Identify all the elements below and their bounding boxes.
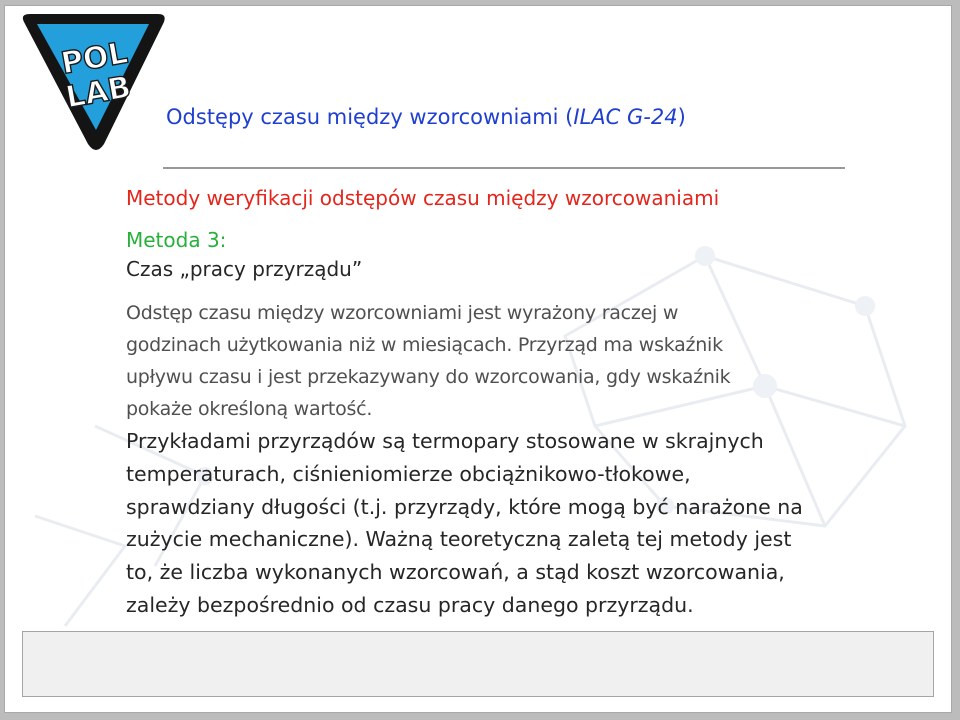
paragraph-line: godzinach użytkowania niż w miesiącach. Przyrząd ma wskaźnik	[126, 334, 723, 356]
method-label: Metoda 3:	[126, 228, 227, 252]
paragraph-line: sprawdziany długości (t.j. przyrządy, które mogą być narażone na	[126, 494, 803, 519]
paragraph-examples	[126, 425, 926, 622]
paragraph-interval-definition	[126, 297, 926, 425]
paragraph-line: upływu czasu i jest przekazywany do wzorcowania, gdy wskaźnik	[126, 366, 731, 388]
slide-title-reference: ILAC G-24	[573, 105, 678, 129]
paragraph-line: Odstęp czasu między wzorcowniami jest wyrażony raczej w	[126, 302, 679, 324]
footer-bar	[22, 631, 934, 697]
logo-text-lab: LAB	[63, 69, 134, 116]
slide-title-close: )	[677, 105, 686, 129]
logo-text-pol: POL	[58, 35, 131, 82]
paragraph-line: temperaturach, ciśnieniomierze obciążnikowo-tłokowe,	[126, 461, 691, 486]
slide-title-main: Odstępy czasu między wzorcowniami (	[166, 105, 574, 129]
paragraph-line: to, że liczba wykonanych wzorcowań, a stąd koszt wzorcowania,	[126, 560, 785, 585]
section-heading: Metody weryfikacji odstępów czasu między wzorcowaniami	[126, 186, 720, 210]
paragraph-line: zależy bezpośrednio od czasu pracy danego przyrządu.	[126, 592, 694, 617]
slide-title	[166, 105, 686, 129]
method-name: Czas „pracy przyrządu”	[126, 257, 363, 281]
paragraph-line: pokaże określoną wartość.	[126, 398, 373, 420]
pollab-logo	[12, 8, 170, 158]
paragraph-line: zużycie mechaniczne). Ważną teoretyczną zaletą tej metody jest	[126, 527, 792, 552]
title-divider	[163, 167, 845, 169]
paragraph-line: Przykładami przyrządów są termopary stosowane w skrajnych	[126, 429, 764, 453]
